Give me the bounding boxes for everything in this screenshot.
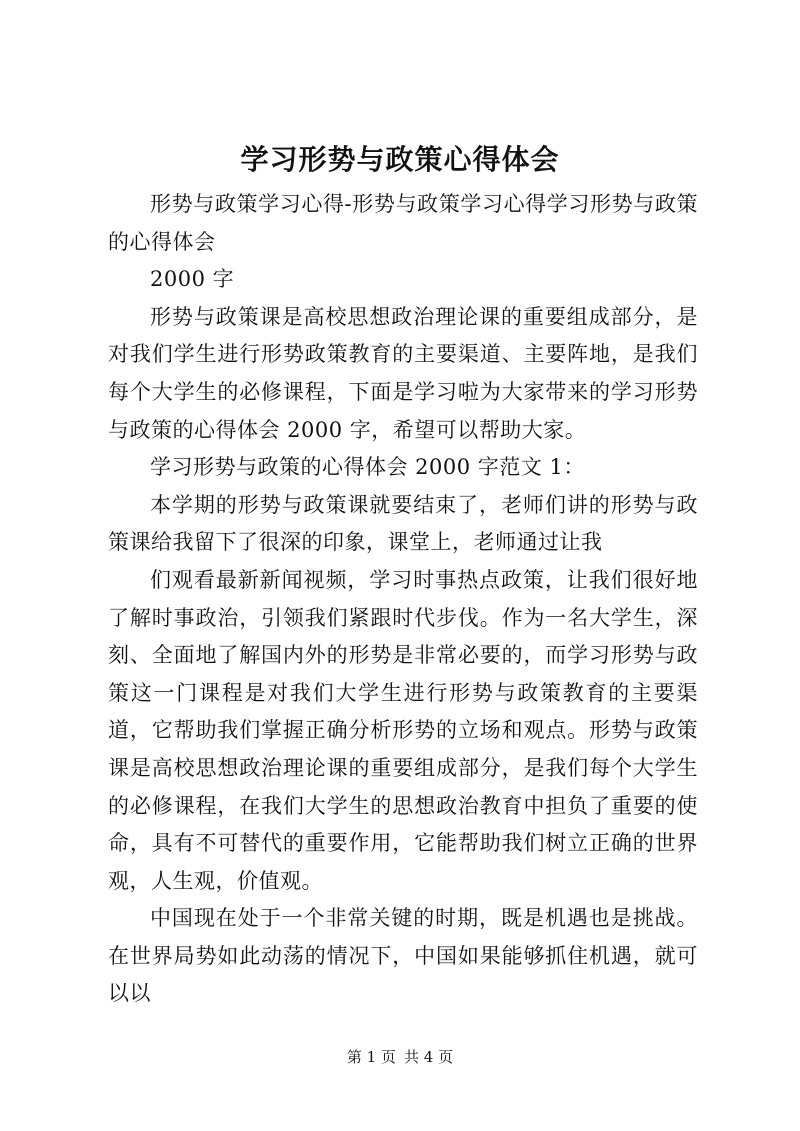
paragraph-heading: 学习形势与政策的心得体会 2000 字范文 1： bbox=[150, 455, 585, 480]
paragraph-intro: 形势与政策学习心得-形势与政策学习心得学习形势与政策的心得体会 bbox=[108, 192, 698, 254]
paragraph-body-1: 本学期的形势与政策课就要结束了，老师们讲的形势与政策课给我留下了很深的印象，课堂上，老师通过让我 bbox=[108, 492, 698, 555]
document-body bbox=[108, 186, 698, 1013]
paragraph-summary: 形势与政策课是高校思想政治理论课的重要组成部分，是对我们学生进行形势政策教育的主要渠道、主要阵地，是我们每个大学生的必修课程，下面是学习啦为大家带来的学习形势与政策的心得体会 2000 字，希望可以帮助大家。 bbox=[108, 304, 698, 442]
paragraph-word-count: 2000 字 bbox=[150, 267, 235, 292]
document-title: 学习形势与政策心得体会 bbox=[240, 143, 560, 176]
page-number: 第 1 页 bbox=[346, 1048, 396, 1066]
page-total: 共 4 页 bbox=[404, 1048, 454, 1066]
page-footer bbox=[0, 1047, 800, 1067]
paragraph-body-3: 中国现在处于一个非常关键的时期，既是机遇也是挑战。在世界局势如此动荡的情况下，中国如果能够抓住机遇，就可以以 bbox=[108, 906, 698, 1006]
paragraph-body-2: 们观看最新新闻视频，学习时事热点政策，让我们很好地了解时事政治，引领我们紧跟时代步伐。作为一名大学生，深刻、全面地了解国内外的形势是非常必要的，而学习形势与政策这一门课程是对我们大学生进行形势与政策教育的主要渠道，它帮助我们掌握正确分析形势的立场和观点。形势与政策课是高校思想政治理论课的重要组成部分，是我们每个大学生的必修课程，在我们大学生的思想政治教育中担负了重要的使命，具有不可替代的重要作用，它能帮助我们树立正确的世界观，人生观，价值观。 bbox=[108, 567, 698, 893]
